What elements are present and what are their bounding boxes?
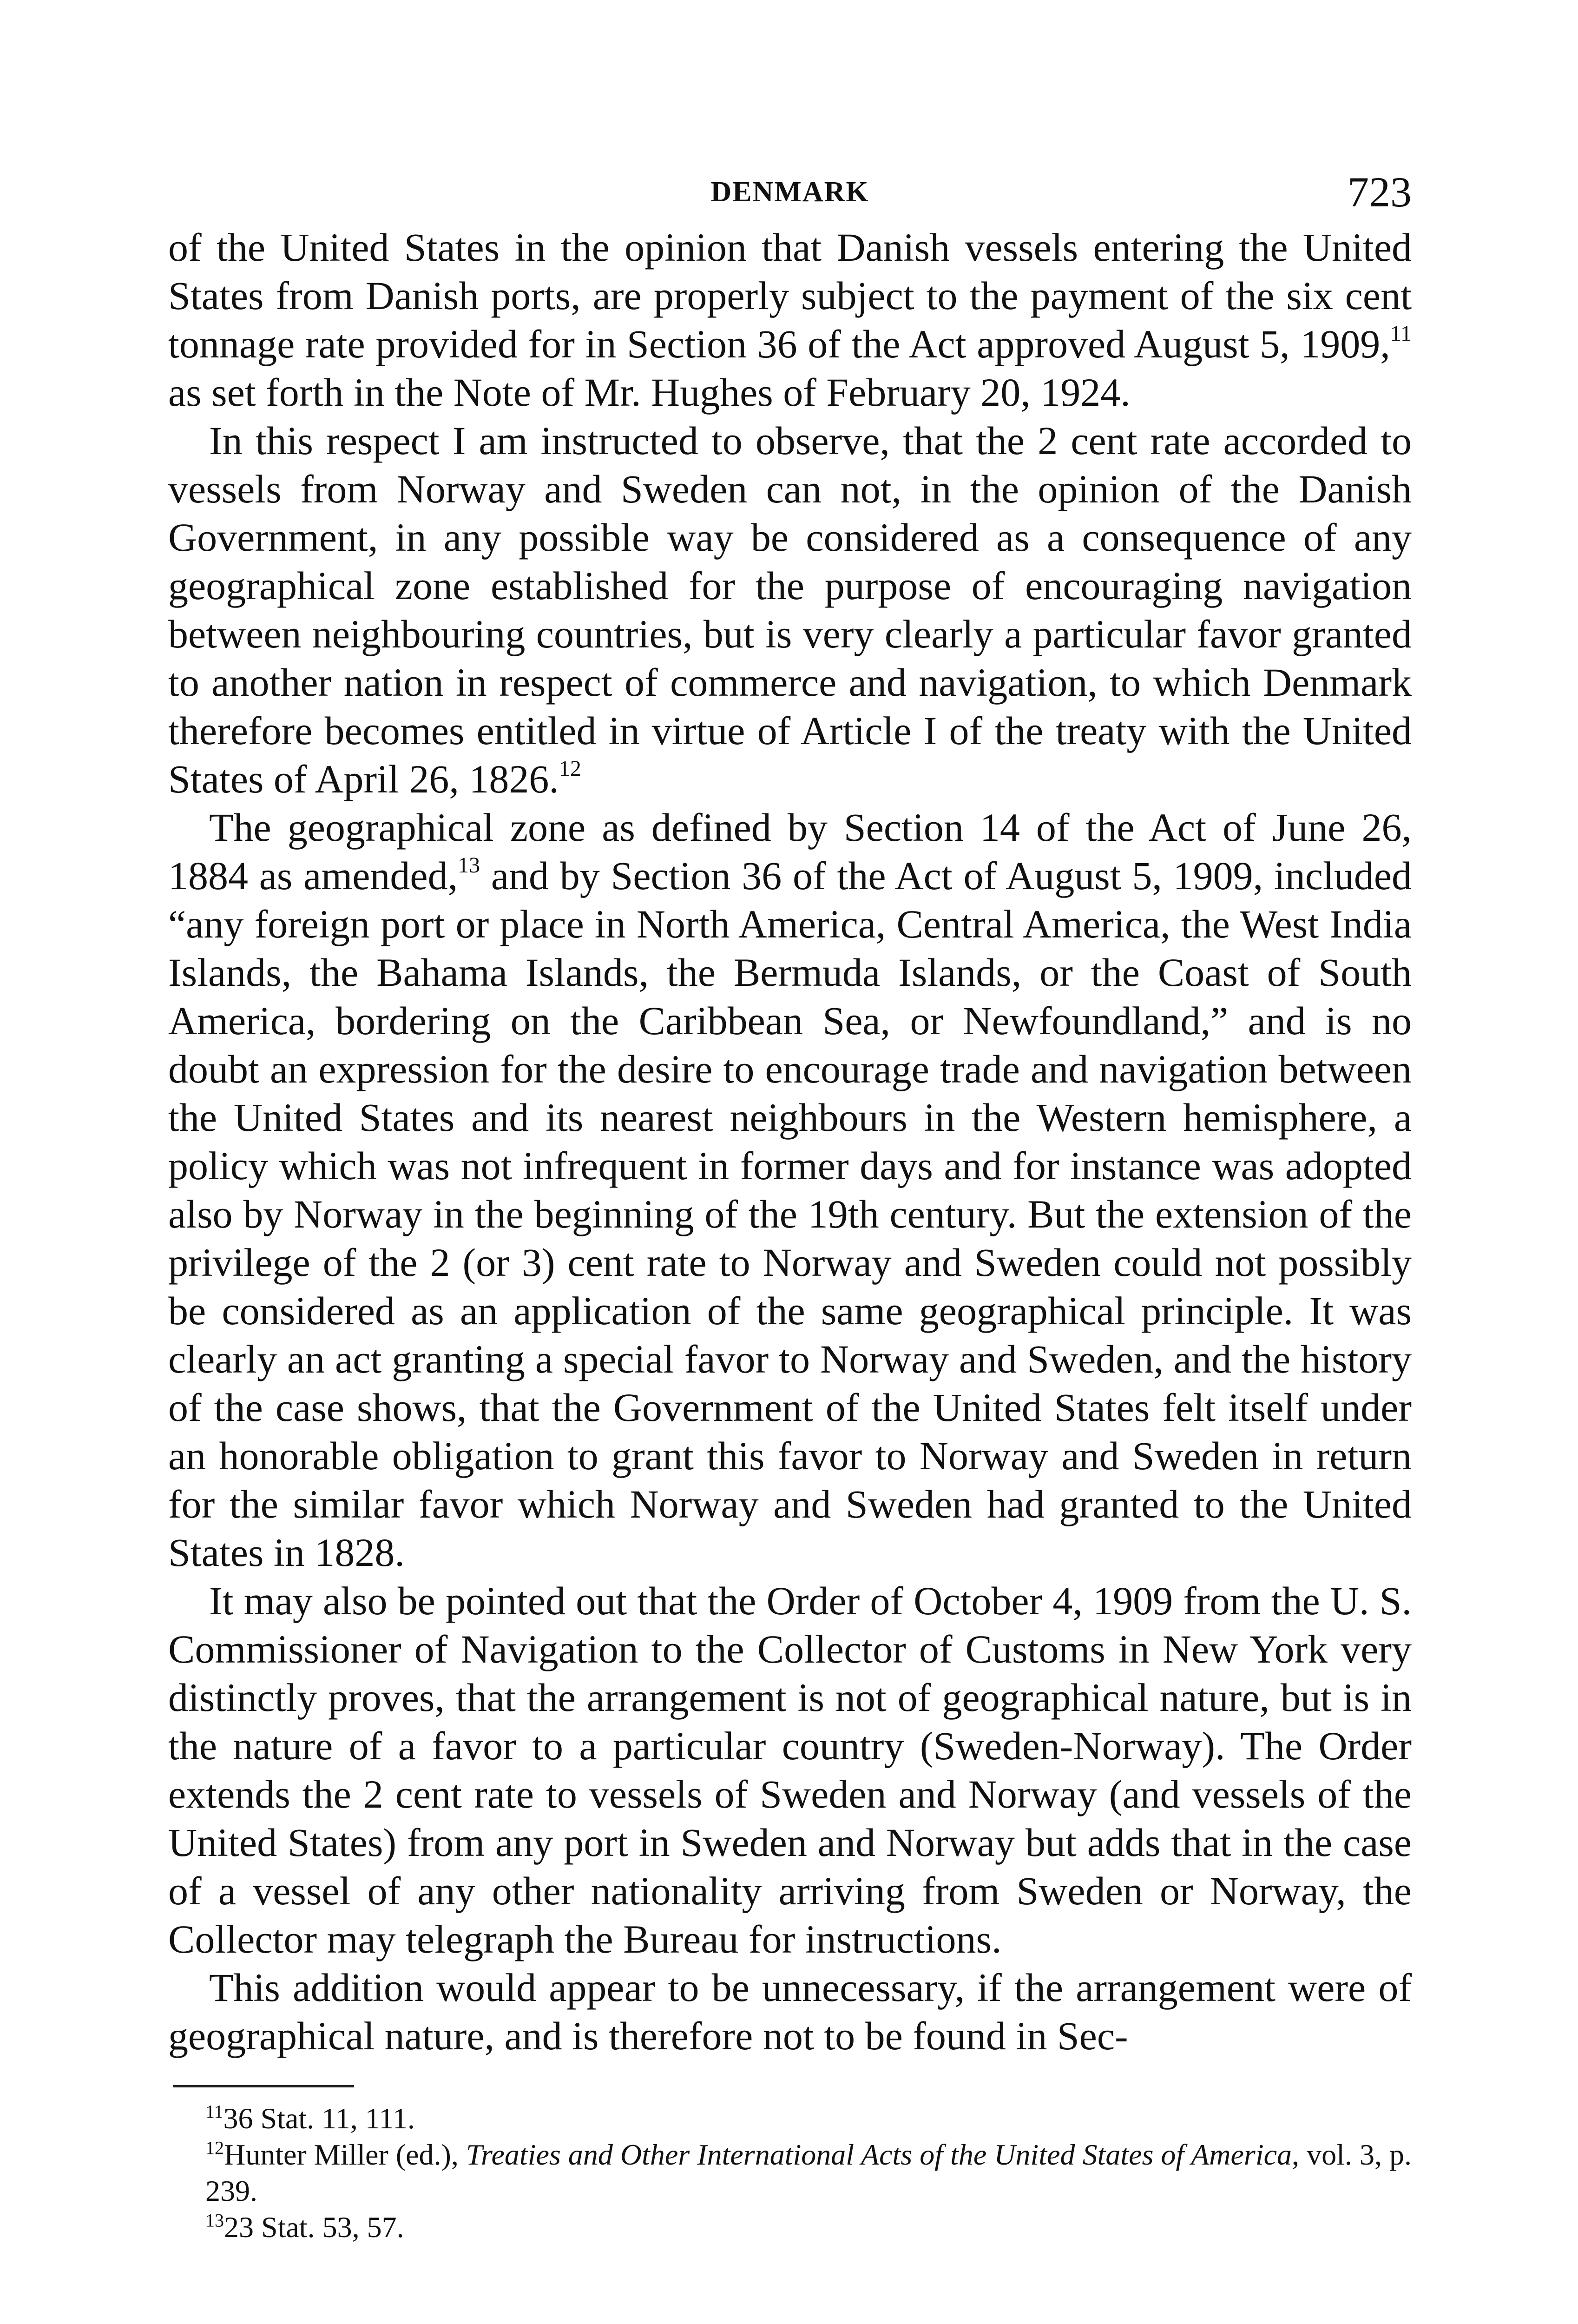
footnote (168, 2100, 1412, 2137)
page-header-title: DENMARK (710, 176, 869, 208)
page-number: 723 (1348, 168, 1412, 216)
paragraph-text: and by Section 36 of the Act of August 5, 1909, included “any foreign port or place in North America, Central America, the West India Islands, the Bahama Islands, the Bermuda Islands, or the Coast of South America, bordering on the Caribbean Sea, or Newfoundland,” and is no doubt an expression for the desire to encourage trade and navigation between the United States and its nearest neighbours in the Western hemisphere, a policy which was not infrequent in former days and for instance was adopted also by Norway in the beginning of the 19th century. But the extension of the privilege of the 2 (or 3) cent rate to Norway and Sweden could not possibly be considered as an application of the same geographical principle. It was clearly an act granting a special favor to Norway and Sweden, and the history of the case shows, that the Government of the United States felt itself under an honorable obligation to grant this favor to Norway and Sweden in return for the similar favor which Norway and Sweden had granted to the United States in 1828. (168, 853, 1412, 1575)
footnotes (168, 2100, 1412, 2245)
footnote-text: 36 Stat. 11, 111. (223, 2102, 415, 2135)
footnote-text: , vol. 3, p. 239. (205, 2138, 1412, 2207)
paragraph (168, 1577, 1412, 1963)
footnote-reference: 13 (458, 853, 480, 878)
footnote-mark: 12 (205, 2137, 224, 2159)
footnote-text: Treaties and Other International Acts of the United States of America (466, 2138, 1292, 2171)
footnote-text: Hunter Miller (ed.), (224, 2138, 466, 2171)
paragraph-text: as set forth in the Note of Mr. Hughes of February 20, 1924. (168, 370, 1131, 415)
footnote-mark: 13 (205, 2210, 224, 2231)
footnote (168, 2209, 1412, 2245)
paragraph (168, 1963, 1412, 2060)
paragraph-text: This addition would appear to be unnecessary, if the arrangement were of geographical nature, and is therefore not to be found in Sec- (168, 1965, 1412, 2058)
footnote-mark: 11 (205, 2101, 224, 2122)
document-page (168, 167, 1412, 2245)
body-text (168, 223, 1412, 2060)
footnote-text: 23 Stat. 53, 57. (224, 2211, 404, 2244)
footnote-rule (173, 2085, 354, 2087)
paragraph (168, 803, 1412, 1577)
paragraph-text: The geographical zone as defined by Section 14 of the Act of June 26, 1884 as amended, (168, 805, 1412, 898)
paragraph-continuation (168, 223, 1412, 416)
footnote-reference: 11 (1390, 321, 1412, 346)
footnote-reference: 12 (559, 756, 581, 781)
paragraph-text: In this respect I am instructed to observe, that the 2 cent rate accorded to vessels from Norway and Sweden can not, in the opinion of the Danish Government, in any possible way be considered as a consequence of any geographical zone established for the purpose of encouraging navigation between neighbouring countries, but is very clearly a particular favor granted to another nation in respect of commerce and navigation, to which Denmark therefore becomes entitled in virtue of Article I of the treaty with the United States of April 26, 1826. (168, 418, 1412, 801)
paragraph-text: It may also be pointed out that the Order of October 4, 1909 from the U. S. Commissioner of Navigation to the Collector of Customs in New York very distinctly proves, that the arrangement is not of geographical nature, but is in the nature of a favor to a particular country (Sweden-Norway). The Order extends the 2 cent rate to vessels of Sweden and Norway (and vessels of the United States) from any port in Sweden and Norway but adds that in the case of a vessel of any other nationality arriving from Sweden or Norway, the Collector may telegraph the Bureau for instructions. (168, 1578, 1412, 1961)
paragraph (168, 416, 1412, 803)
footnote (168, 2137, 1412, 2209)
running-head (168, 167, 1412, 223)
paragraph-text: of the United States in the opinion that Danish vessels entering the United States from Danish ports, are properly subject to the payment of the six cent tonnage rate provided for in Section 36 of the Act approved August 5, 1909, (168, 225, 1412, 366)
